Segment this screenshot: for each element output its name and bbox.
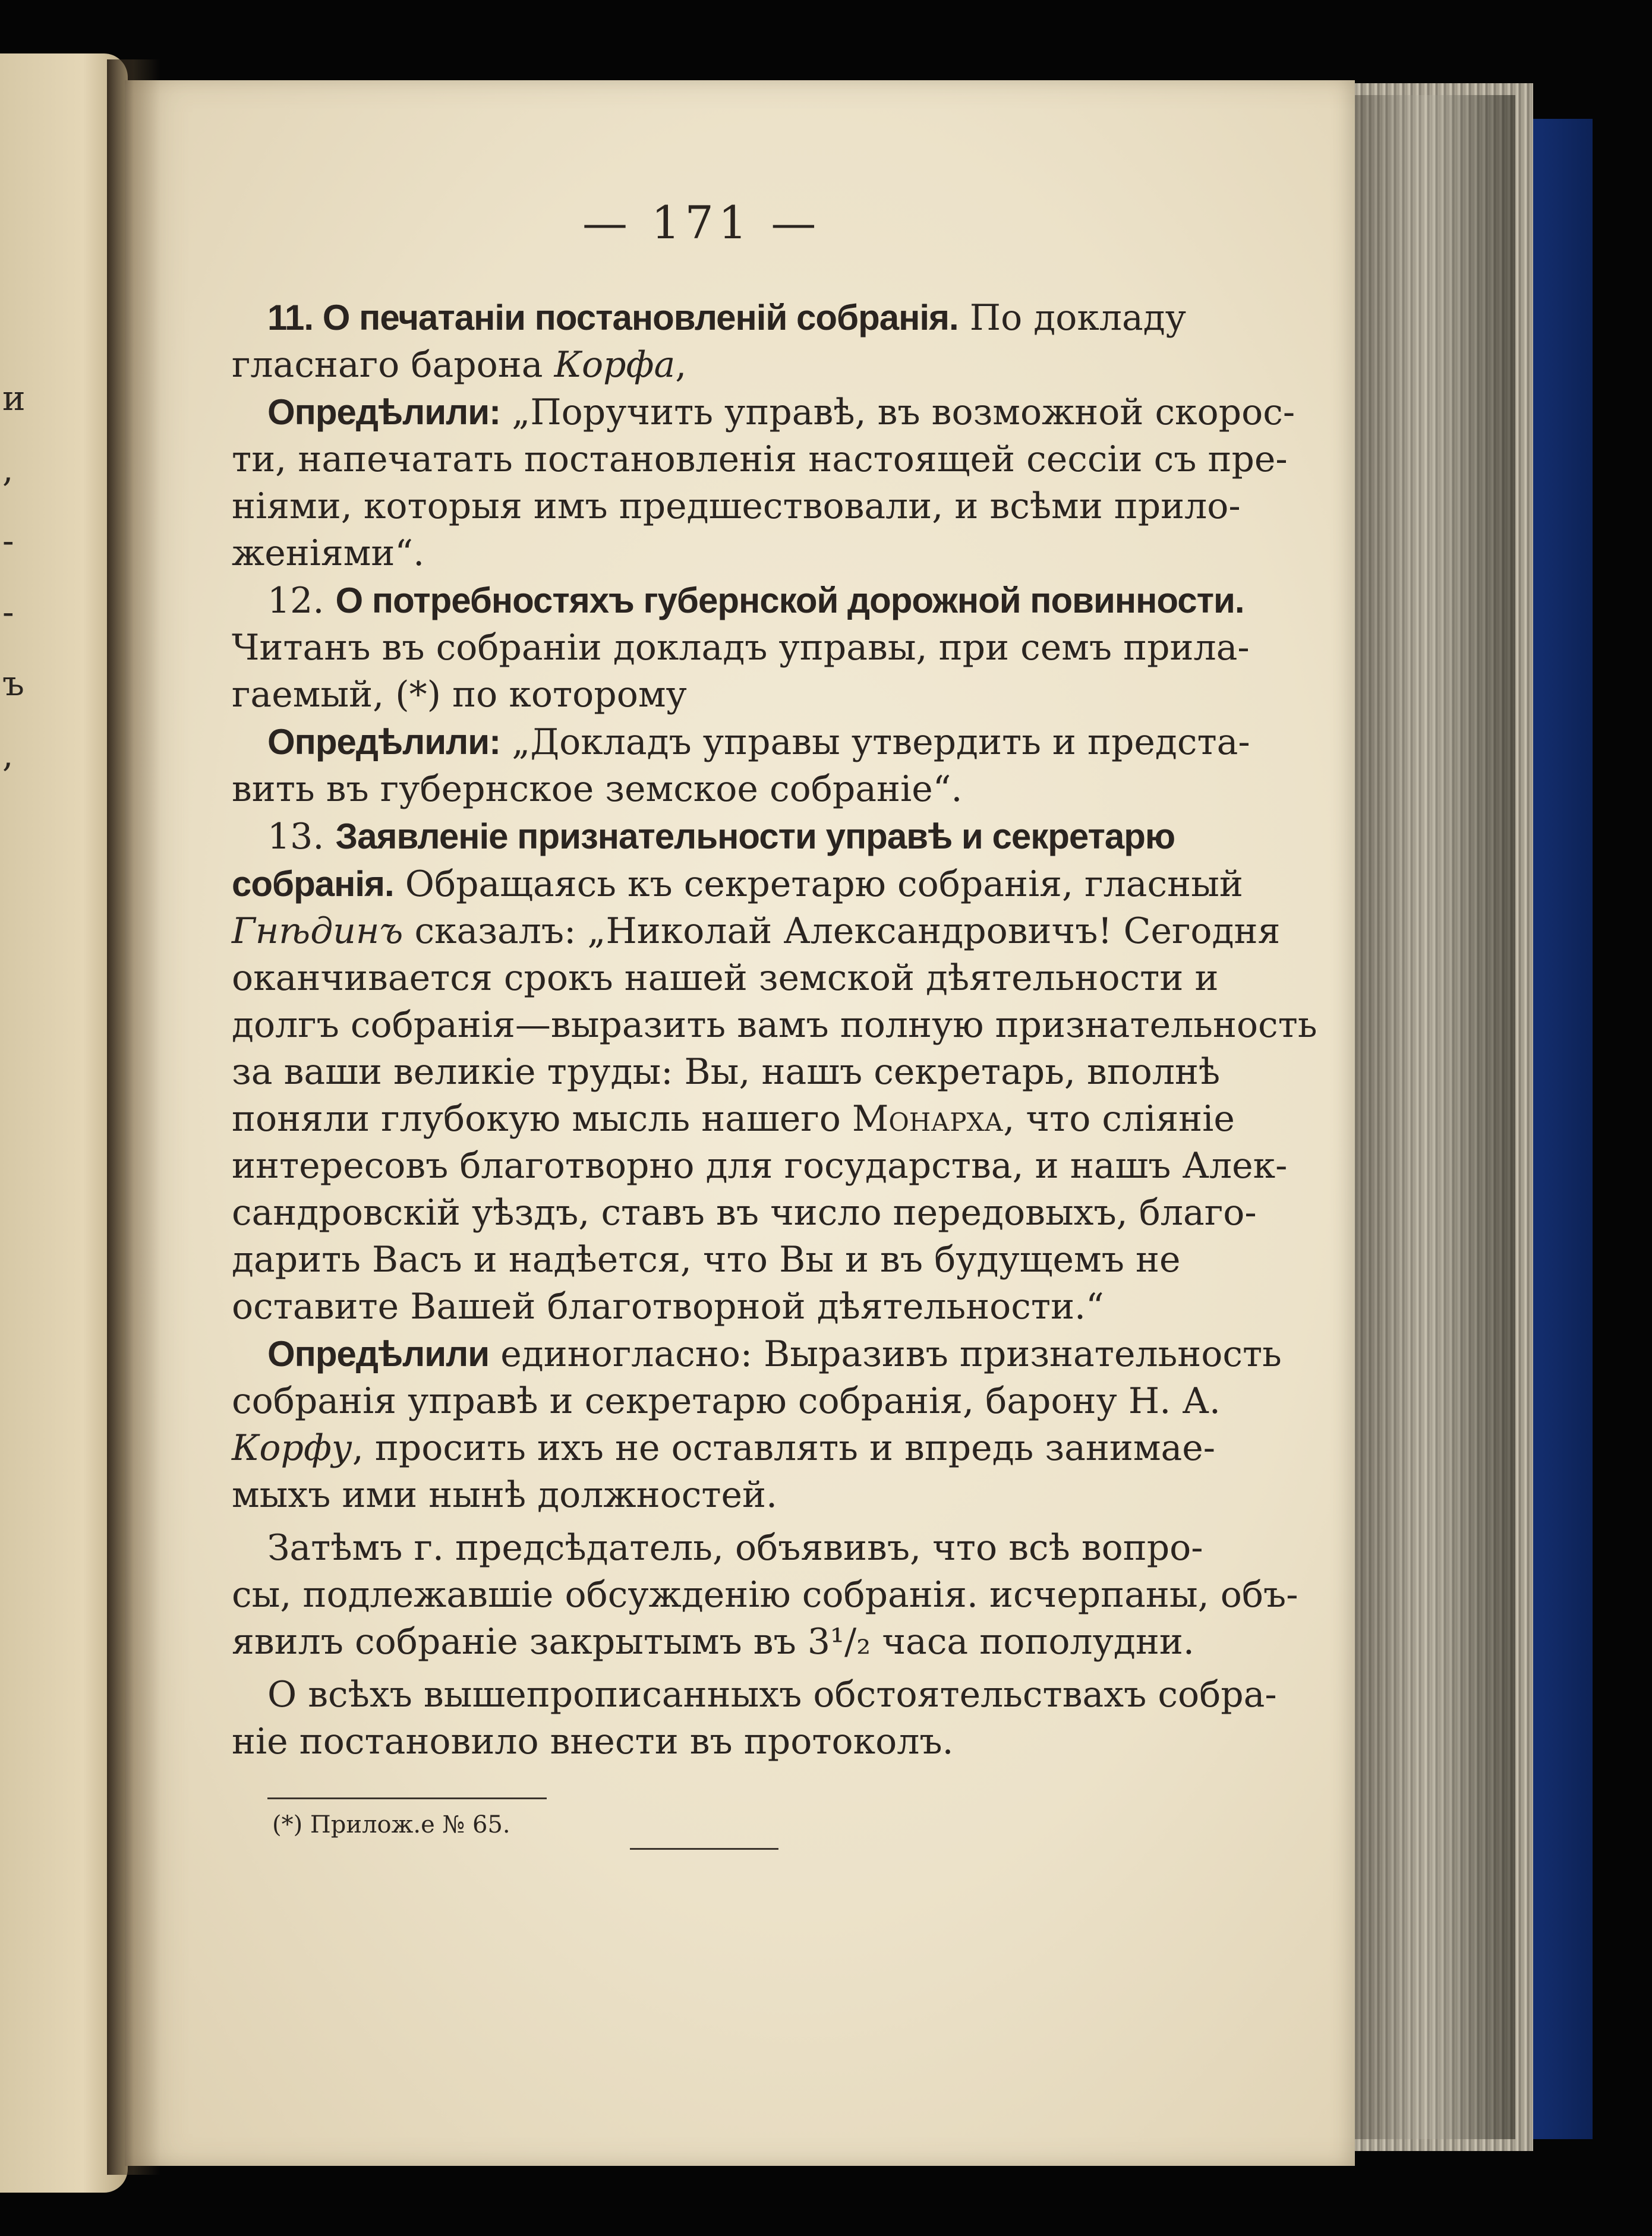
section-13 (232, 813, 1317, 1519)
section-heading: собранія. (232, 864, 394, 904)
text-line: дарить Васъ и надѣется, что Вы и въ будущемъ не (232, 1239, 1181, 1281)
text-line: ніями, которыя имъ предшествовали, и всѣми прило- (232, 485, 1241, 527)
text-line: сандровскій уѣздъ, ставъ въ число передовыхъ, благо- (232, 1192, 1257, 1234)
person-name: Корфа (554, 344, 676, 386)
text-span: единогласно: Выразивъ признательность (489, 1333, 1282, 1375)
text-line: явилъ собраніе закрытымъ въ 3¹/₂ часа пополудни. (232, 1621, 1194, 1663)
text-line: оставите Вашей благотворной дѣятельности.“ (232, 1286, 1104, 1327)
margin-glyph: - (2, 592, 14, 632)
text-span: поняли глубокую мысль нашего (232, 1098, 852, 1140)
text-line: гаемый, (*) по которому (232, 674, 687, 715)
text-line: сы, подлежавшіе обсужденію собранія. исчерпаны, объ- (232, 1574, 1298, 1616)
person-name: Корфу (232, 1427, 352, 1469)
section-11 (232, 294, 1295, 577)
text-span: сказалъ: „Николай Александровичъ! Сегодня (403, 910, 1281, 952)
text-span: Обращаясь къ секретарю собранія, гласный (393, 863, 1243, 905)
end-rule (630, 1848, 778, 1850)
text-span: , (675, 344, 687, 386)
text-line (232, 342, 1141, 389)
text-line (232, 294, 1186, 342)
page-body (232, 294, 1317, 1765)
decision-label: Опредѣлили (267, 1334, 490, 1374)
text-line (232, 577, 1244, 625)
text-line (232, 860, 1243, 908)
text-line: собранія управѣ и секретарю собранія, барону Н. А. (232, 1380, 1221, 1422)
text-span: По докладу (958, 297, 1186, 339)
text-line (232, 718, 1250, 766)
text-line (232, 1096, 1235, 1143)
text-line: мыхъ ими нынѣ должностей. (232, 1474, 778, 1516)
page-number: — 171 — (582, 196, 821, 249)
book-gutter (107, 59, 160, 2175)
text-line: Затѣмъ г. предсѣдатель, объявивъ, что всѣ вопро- (267, 1527, 1203, 1569)
text-line: О всѣхъ вышепрописанныхъ обстоятельствахъ собра- (267, 1674, 1277, 1715)
section-heading: О потребностяхъ губернской дорожной повинности. (335, 581, 1244, 620)
section-number: 12. (267, 580, 336, 622)
person-name: Гнѣдинъ (232, 910, 403, 952)
footnote: (*) Прилож.е № 65. (272, 1811, 510, 1838)
text-line (232, 389, 1295, 436)
text-line (232, 1425, 1216, 1472)
text-line (232, 813, 1175, 860)
closing-paragraph (232, 1525, 1298, 1666)
final-paragraph (232, 1672, 1277, 1765)
margin-glyph: , (2, 734, 14, 775)
section-heading: 11. О печатаніи постановленій собранія. (267, 298, 959, 338)
margin-glyph: - (2, 521, 14, 561)
decision-label: Опредѣлили: (267, 392, 501, 432)
text-line: ніе постановило внести въ протоколъ. (232, 1721, 954, 1762)
section-heading: Заявленіе признательности управѣ и секретарю (335, 816, 1175, 856)
text-line: ти, напечатать постановленія настоящей сессіи съ пре- (232, 439, 1288, 480)
text-line: Читанъ въ собраніи докладъ управы, при семъ прила- (232, 627, 1250, 668)
text-line: оканчивается срокъ нашей земской дѣятельности и (232, 957, 1219, 999)
left-page-margin-glyphs (2, 362, 26, 790)
text-span: , что сліяніе (1003, 1098, 1235, 1140)
text-line: за ваши великіе труды: Вы, нашъ секретарь, вполнѣ (232, 1051, 1221, 1093)
text-span: „Докладъ управы утвердить и предста- (500, 721, 1250, 763)
text-line: долгъ собранія—выразить вамъ полную признательность (232, 1004, 1317, 1046)
decision-label: Опредѣлили: (267, 722, 501, 762)
text-span: „Поручить управѣ, въ возможной скорос- (500, 392, 1295, 433)
section-number: 13. (267, 816, 336, 857)
margin-glyph: ъ (2, 663, 24, 704)
text-line (232, 908, 1281, 955)
margin-glyph: , (2, 449, 14, 490)
footnote-rule (267, 1797, 547, 1799)
page-edges-shadow (1337, 95, 1515, 2139)
text-line: женіями“. (232, 532, 425, 574)
text-span: гласнаго барона (232, 344, 554, 386)
monarch-word: Монарха (852, 1098, 1004, 1140)
section-12 (232, 577, 1250, 813)
text-line: интересовъ благотворно для государства, и нашъ Алек- (232, 1145, 1288, 1187)
text-span: , просить ихъ не оставлять и впредь занимае- (352, 1427, 1216, 1469)
text-line (232, 1330, 1282, 1378)
margin-glyph: и (2, 378, 26, 418)
text-line: вить въ губернское земское собраніе“. (232, 768, 963, 810)
